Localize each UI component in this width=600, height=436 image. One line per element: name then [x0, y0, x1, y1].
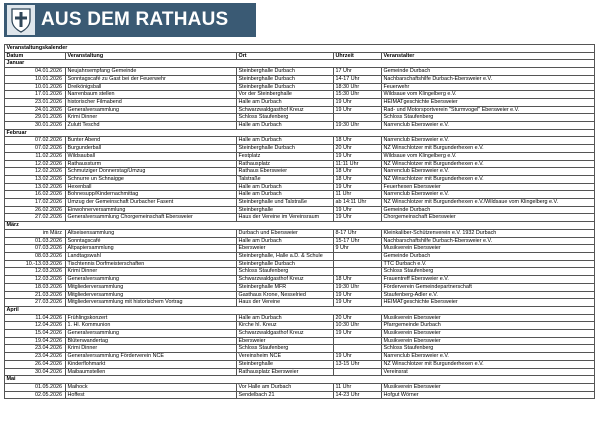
time-cell	[334, 345, 382, 353]
date-cell: 10.01.2026	[5, 83, 66, 91]
organizer-cell: Pfarrgemeinde Durbach	[382, 322, 595, 330]
event-cell: Mitgliederversammlung	[66, 291, 237, 299]
table-row	[5, 106, 595, 114]
date-cell: 26.04.2026	[5, 360, 66, 368]
location-cell: Halle am Durbach	[237, 183, 334, 191]
date-cell: 23.04.2026	[5, 353, 66, 361]
organizer-cell: Nachbarschaftshilfe Durbach-Ebersweier e.V.	[382, 75, 595, 83]
event-cell: Generalversammlung	[66, 106, 237, 114]
time-cell: 15:30 Uhr	[334, 91, 382, 99]
location-cell: Halle am Durbach	[237, 237, 334, 245]
organizer-cell: Narrenclub Ebersweier e.V.	[382, 137, 595, 145]
table-row	[5, 199, 595, 207]
time-cell: 19 Uhr	[334, 106, 382, 114]
location-cell: Schwarzwaldgasthof Kreuz	[237, 106, 334, 114]
date-cell: 07.02.2026	[5, 137, 66, 145]
table-row	[5, 83, 595, 91]
date-cell: 17.01.2026	[5, 91, 66, 99]
location-cell: Halle am Durbach	[237, 137, 334, 145]
location-cell: Halle am Durbach	[237, 191, 334, 199]
time-cell: 11:11 Uhr	[334, 160, 382, 168]
table-title: Veranstaltungskalender	[5, 45, 595, 53]
date-cell: 10.-13.03.2026	[5, 260, 66, 268]
time-cell: 19:30 Uhr	[334, 283, 382, 291]
organizer-cell: Staufenberg-Adler e.V.	[382, 291, 595, 299]
event-cell: 1. Hl. Kommunion	[66, 322, 237, 330]
organizer-cell: Narrenclub Ebersweier e.V.	[382, 168, 595, 176]
location-cell: Haus der Vereine im Vereinsraum	[237, 214, 334, 222]
time-cell: 9 Uhr	[334, 245, 382, 253]
month-label: Februar	[5, 129, 595, 137]
table-row	[5, 206, 595, 214]
organizer-cell: Chorgemeinschaft Ebersweier	[382, 214, 595, 222]
organizer-cell: Nachbarschaftshilfe Durbach-Ebersweier e.V.	[382, 237, 595, 245]
location-cell: Steinberghalle und Talstraße	[237, 199, 334, 207]
organizer-cell: Gemeinde Durbach	[382, 68, 595, 76]
column-header: Uhrzeit	[334, 52, 382, 60]
date-cell: 19.04.2026	[5, 337, 66, 345]
time-cell: 19 Uhr	[334, 291, 382, 299]
table-title-row	[5, 45, 595, 53]
event-cell: Altseisensammlung	[66, 229, 237, 237]
organizer-cell: HEIMATgeschichte Ebersweier	[382, 299, 595, 307]
time-cell: 14-17 Uhr	[334, 75, 382, 83]
event-cell: Rathaussturm	[66, 160, 237, 168]
location-cell: Steinberghalle Durbach	[237, 68, 334, 76]
table-row	[5, 168, 595, 176]
table-row	[5, 360, 595, 368]
month-label: April	[5, 306, 595, 314]
table-row	[5, 330, 595, 338]
event-cell: Mitgliederversammlung mit historischem Vortrag	[66, 299, 237, 307]
date-cell: 12.03.2026	[5, 276, 66, 284]
location-cell: Schwarzwaldgasthof Kreuz	[237, 276, 334, 284]
event-cell: Dreikönigsball	[66, 83, 237, 91]
event-cell: Altpapiersammlung	[66, 245, 237, 253]
time-cell: 19 Uhr	[334, 206, 382, 214]
event-cell: Maibaumstellen	[66, 368, 237, 376]
date-cell: 07.02.2026	[5, 145, 66, 153]
organizer-cell: Vereinsrat	[382, 368, 595, 376]
table-row	[5, 160, 595, 168]
organizer-cell: Feuerwehr	[382, 83, 595, 91]
location-cell: Talstraße	[237, 175, 334, 183]
event-cell: Generalversammlung Chorgemeinschaft Ebersweier	[66, 214, 237, 222]
organizer-cell: HEIMATgeschichte Ebersweier	[382, 98, 595, 106]
table-row	[5, 368, 595, 376]
event-cell: Burgunderball	[66, 145, 237, 153]
organizer-cell: Musikverein Ebersweier	[382, 314, 595, 322]
location-cell: Vor Halle am Durbach	[237, 383, 334, 391]
event-cell: Sonntagscafé zu Gast bei der Feuerwehr	[66, 75, 237, 83]
date-cell: 29.01.2026	[5, 114, 66, 122]
table-row	[5, 391, 595, 399]
time-cell	[334, 368, 382, 376]
organizer-cell: Kleinkaliber-Schützenverein e.V. 1932 Durbach	[382, 229, 595, 237]
table-row	[5, 137, 595, 145]
time-cell: 18 Uhr	[334, 276, 382, 284]
table-header-row	[5, 52, 595, 60]
time-cell: 10:30 Uhr	[334, 322, 382, 330]
location-cell: Kirche hl. Kreuz	[237, 322, 334, 330]
location-cell: Steinberghalle Durbach	[237, 75, 334, 83]
table-row	[5, 214, 595, 222]
date-cell: 24.01.2026	[5, 106, 66, 114]
time-cell: 18 Uhr	[334, 168, 382, 176]
event-cell: Maihock	[66, 383, 237, 391]
time-cell: 19 Uhr	[334, 183, 382, 191]
time-cell	[334, 260, 382, 268]
table-row	[5, 260, 595, 268]
organizer-cell: Frauentreff Ebersweier e.V.	[382, 276, 595, 284]
location-cell: Rathausplatz Ebersweier	[237, 368, 334, 376]
column-header: Datum	[5, 52, 66, 60]
date-cell: 26.02.2026	[5, 206, 66, 214]
location-cell: Steinberghalle	[237, 360, 334, 368]
date-cell: 27.03.2026	[5, 299, 66, 307]
time-cell	[334, 114, 382, 122]
event-cell: Frühlingskonzert	[66, 314, 237, 322]
organizer-cell: Narrenclub Ebersweier e.V.	[382, 353, 595, 361]
table-row	[5, 245, 595, 253]
location-cell: Steinberghalle MFR	[237, 283, 334, 291]
organizer-cell: Narrenclub Ebersweier e.V.	[382, 191, 595, 199]
event-cell: Narrenbaum stellen	[66, 91, 237, 99]
organizer-cell: TTC Durbach e.V.	[382, 260, 595, 268]
organizer-cell: Wildsaue vom Klingelberg e.V.	[382, 152, 595, 160]
date-cell: 16.02.2026	[5, 191, 66, 199]
location-cell: Halle am Durbach	[237, 98, 334, 106]
event-cell: Umzug der Gemeinschaft Durbacher Fasent	[66, 199, 237, 207]
table-row	[5, 114, 595, 122]
location-cell: Schloss Staufenberg	[237, 345, 334, 353]
town-crest-icon	[7, 5, 35, 35]
table-row	[5, 252, 595, 260]
time-cell	[334, 268, 382, 276]
time-cell: 20 Uhr	[334, 314, 382, 322]
table-row	[5, 353, 595, 361]
crest-shield-icon	[10, 7, 32, 33]
organizer-cell: Wildsaue vom Klingelberg e.V.	[382, 91, 595, 99]
date-cell: 12.02.2026	[5, 168, 66, 176]
organizer-cell: Hofgut Wörner	[382, 391, 595, 399]
table-row	[5, 283, 595, 291]
time-cell: 18 Uhr	[334, 137, 382, 145]
organizer-cell: Schloss Staufenberg	[382, 345, 595, 353]
location-cell: Steinberghalle Durbach	[237, 83, 334, 91]
organizer-cell: Musikverein Ebersweier	[382, 337, 595, 345]
table-row	[5, 229, 595, 237]
month-row	[5, 306, 595, 314]
event-cell: Blütenwandertag	[66, 337, 237, 345]
event-cell: Sonntagscafé	[66, 237, 237, 245]
date-cell: 01.05.2026	[5, 383, 66, 391]
event-cell: Kinderflohmarkt	[66, 360, 237, 368]
month-label: März	[5, 222, 595, 230]
location-cell: Rathausplatz	[237, 160, 334, 168]
table-row	[5, 98, 595, 106]
event-cell: Krimi Dinner	[66, 268, 237, 276]
date-cell: 18.03.2026	[5, 283, 66, 291]
organizer-cell: Musikverein Ebersweier	[382, 383, 595, 391]
event-cell: Landtagswahl	[66, 252, 237, 260]
time-cell: 14-23 Uhr	[334, 391, 382, 399]
time-cell: 11 Uhr	[334, 191, 382, 199]
time-cell: 15-17 Uhr	[334, 237, 382, 245]
location-cell: Rathaus Ebersweier	[237, 168, 334, 176]
organizer-cell: NZ Winschlotzer mit Burgunderhexen e.V.	[382, 175, 595, 183]
table-row	[5, 91, 595, 99]
table-row	[5, 383, 595, 391]
event-cell: Tischtennis Dorfmeisterschaften	[66, 260, 237, 268]
organizer-cell: Narrenclub Ebersweier e.V.	[382, 122, 595, 130]
date-cell: 27.02.2026	[5, 214, 66, 222]
event-calendar-table	[4, 44, 595, 399]
time-cell: 17 Uhr	[334, 68, 382, 76]
event-cell: Generalversammlung	[66, 330, 237, 338]
event-cell: historischer Filmabend	[66, 98, 237, 106]
table-row	[5, 314, 595, 322]
date-cell: 12.03.2026	[5, 268, 66, 276]
event-cell: Zulutt Teschd	[66, 122, 237, 130]
event-cell: Mitgliederversammlung	[66, 283, 237, 291]
time-cell	[334, 252, 382, 260]
time-cell: 18 Uhr	[334, 175, 382, 183]
organizer-cell: Schloss Staufenberg	[382, 114, 595, 122]
location-cell: Ebersweier	[237, 337, 334, 345]
event-cell: Einwohnerversammlung	[66, 206, 237, 214]
table-row	[5, 337, 595, 345]
event-cell: Schmutziger Donnerstag/Umzug	[66, 168, 237, 176]
date-cell: 07.03.2026	[5, 245, 66, 253]
time-cell: 13-15 Uhr	[334, 360, 382, 368]
date-cell: 23.04.2026	[5, 345, 66, 353]
organizer-cell: Feuerhexen Ebersweier	[382, 183, 595, 191]
table-row	[5, 345, 595, 353]
table-row	[5, 75, 595, 83]
date-cell: 15.04.2026	[5, 330, 66, 338]
date-cell: 12.02.2026	[5, 160, 66, 168]
time-cell: ab 14:11 Uhr	[334, 199, 382, 207]
organizer-cell: Musikverein Ebersweier	[382, 330, 595, 338]
column-header: Veranstaltung	[66, 52, 237, 60]
table-row	[5, 276, 595, 284]
date-cell: 12.04.2026	[5, 322, 66, 330]
date-cell: 01.03.2026	[5, 237, 66, 245]
location-cell: Steinberghalle, Halle a.D. & Schule	[237, 252, 334, 260]
organizer-cell: NZ Winschlotzer mit Burgunderhexen e.V.	[382, 360, 595, 368]
event-cell: Generalversammlung Förderverein NCE	[66, 353, 237, 361]
location-cell: Steinberghalle Durbach	[237, 260, 334, 268]
location-cell: Schloss Staufenberg	[237, 268, 334, 276]
date-cell: 08.03.2026	[5, 252, 66, 260]
time-cell: 19:30 Uhr	[334, 122, 382, 130]
event-cell: Krimi Dinner	[66, 345, 237, 353]
header-banner	[4, 3, 256, 37]
table-row	[5, 268, 595, 276]
event-cell: Hexenball	[66, 183, 237, 191]
month-row	[5, 129, 595, 137]
location-cell: Halle am Durbach	[237, 122, 334, 130]
month-label: Mai	[5, 376, 595, 384]
table-row	[5, 322, 595, 330]
month-row	[5, 222, 595, 230]
event-cell: Wildsauball	[66, 152, 237, 160]
month-row	[5, 376, 595, 384]
date-cell: 30.01.2026	[5, 122, 66, 130]
organizer-cell: Gemeinde Durbach	[382, 206, 595, 214]
date-cell: 11.04.2026	[5, 314, 66, 322]
time-cell: 18:30 Uhr	[334, 83, 382, 91]
organizer-cell: Gemeinde Durbach	[382, 252, 595, 260]
table-row	[5, 122, 595, 130]
location-cell: Halle am Durbach	[237, 314, 334, 322]
month-label: Januar	[5, 60, 595, 68]
date-cell: 04.01.2026	[5, 68, 66, 76]
organizer-cell: NZ Winschlotzer mit Burgunderhexen e.V.	[382, 160, 595, 168]
date-cell: 11.02.2026	[5, 152, 66, 160]
date-cell: 13.02.2026	[5, 175, 66, 183]
location-cell: Festplatz	[237, 152, 334, 160]
location-cell: Vereinsheim NCE	[237, 353, 334, 361]
event-cell: Schnurre un Schnaigge	[66, 175, 237, 183]
location-cell: Haus der Vereine	[237, 299, 334, 307]
time-cell: 19 Uhr	[334, 330, 382, 338]
table-row	[5, 145, 595, 153]
event-cell: Generalversammlung	[66, 276, 237, 284]
location-cell: Durbach und Ebersweier	[237, 229, 334, 237]
event-cell: Hoffest	[66, 391, 237, 399]
date-cell: 23.01.2026	[5, 98, 66, 106]
organizer-cell: Schloss Staufenberg	[382, 268, 595, 276]
location-cell: Steinberghalle	[237, 206, 334, 214]
date-cell: 10.01.2026	[5, 75, 66, 83]
table-row	[5, 191, 595, 199]
location-cell: Ebersweier	[237, 245, 334, 253]
table-row	[5, 68, 595, 76]
time-cell	[334, 337, 382, 345]
date-cell: 30.04.2026	[5, 368, 66, 376]
table-row	[5, 291, 595, 299]
organizer-cell: NZ Winschlotzer mit Burgunderhexen e.V./Wildsaue vom Klingelberg e.V.	[382, 199, 595, 207]
table-row	[5, 237, 595, 245]
date-cell: im März	[5, 229, 66, 237]
table-row	[5, 152, 595, 160]
date-cell: 02.05.2026	[5, 391, 66, 399]
location-cell: Vor der Steinberghalle	[237, 91, 334, 99]
time-cell: 20 Uhr	[334, 145, 382, 153]
column-header: Veranstalter	[382, 52, 595, 60]
time-cell: 19 Uhr	[334, 98, 382, 106]
time-cell: 8-17 Uhr	[334, 229, 382, 237]
organizer-cell: Musikverein Ebersweier	[382, 245, 595, 253]
event-cell: Bohnesupp/Kindernachmittag	[66, 191, 237, 199]
event-cell: Neujahrsempfang Gemeinde	[66, 68, 237, 76]
month-row	[5, 60, 595, 68]
table-row	[5, 175, 595, 183]
date-cell: 21.03.2026	[5, 291, 66, 299]
column-header: Ort	[237, 52, 334, 60]
location-cell: Gasthaus Krone, Nesselried	[237, 291, 334, 299]
table-row	[5, 299, 595, 307]
date-cell: 13.02.2026	[5, 183, 66, 191]
time-cell: 11 Uhr	[334, 383, 382, 391]
location-cell: Steinberghalle Durbach	[237, 145, 334, 153]
location-cell: Schloss Staufenberg	[237, 114, 334, 122]
organizer-cell: NZ Winschlotzer mit Burgunderhexen e.V.	[382, 145, 595, 153]
location-cell: Sendelbach 21	[237, 391, 334, 399]
event-cell: Bunter Abend	[66, 137, 237, 145]
table-row	[5, 183, 595, 191]
time-cell: 19 Uhr	[334, 214, 382, 222]
organizer-cell: Förderverein Gemeindepartnerschaft	[382, 283, 595, 291]
location-cell: Schwarzwaldgasthof Kreuz	[237, 330, 334, 338]
organizer-cell: Rad- und Motorsportverein "Sturmvogel" Ebersweier e.V.	[382, 106, 595, 114]
time-cell: 19 Uhr	[334, 299, 382, 307]
event-cell: Krimi Dinner	[66, 114, 237, 122]
date-cell: 17.02.2026	[5, 199, 66, 207]
time-cell: 19 Uhr	[334, 152, 382, 160]
time-cell: 19 Uhr	[334, 353, 382, 361]
banner-title: AUS DEM RATHAUS	[41, 9, 229, 30]
